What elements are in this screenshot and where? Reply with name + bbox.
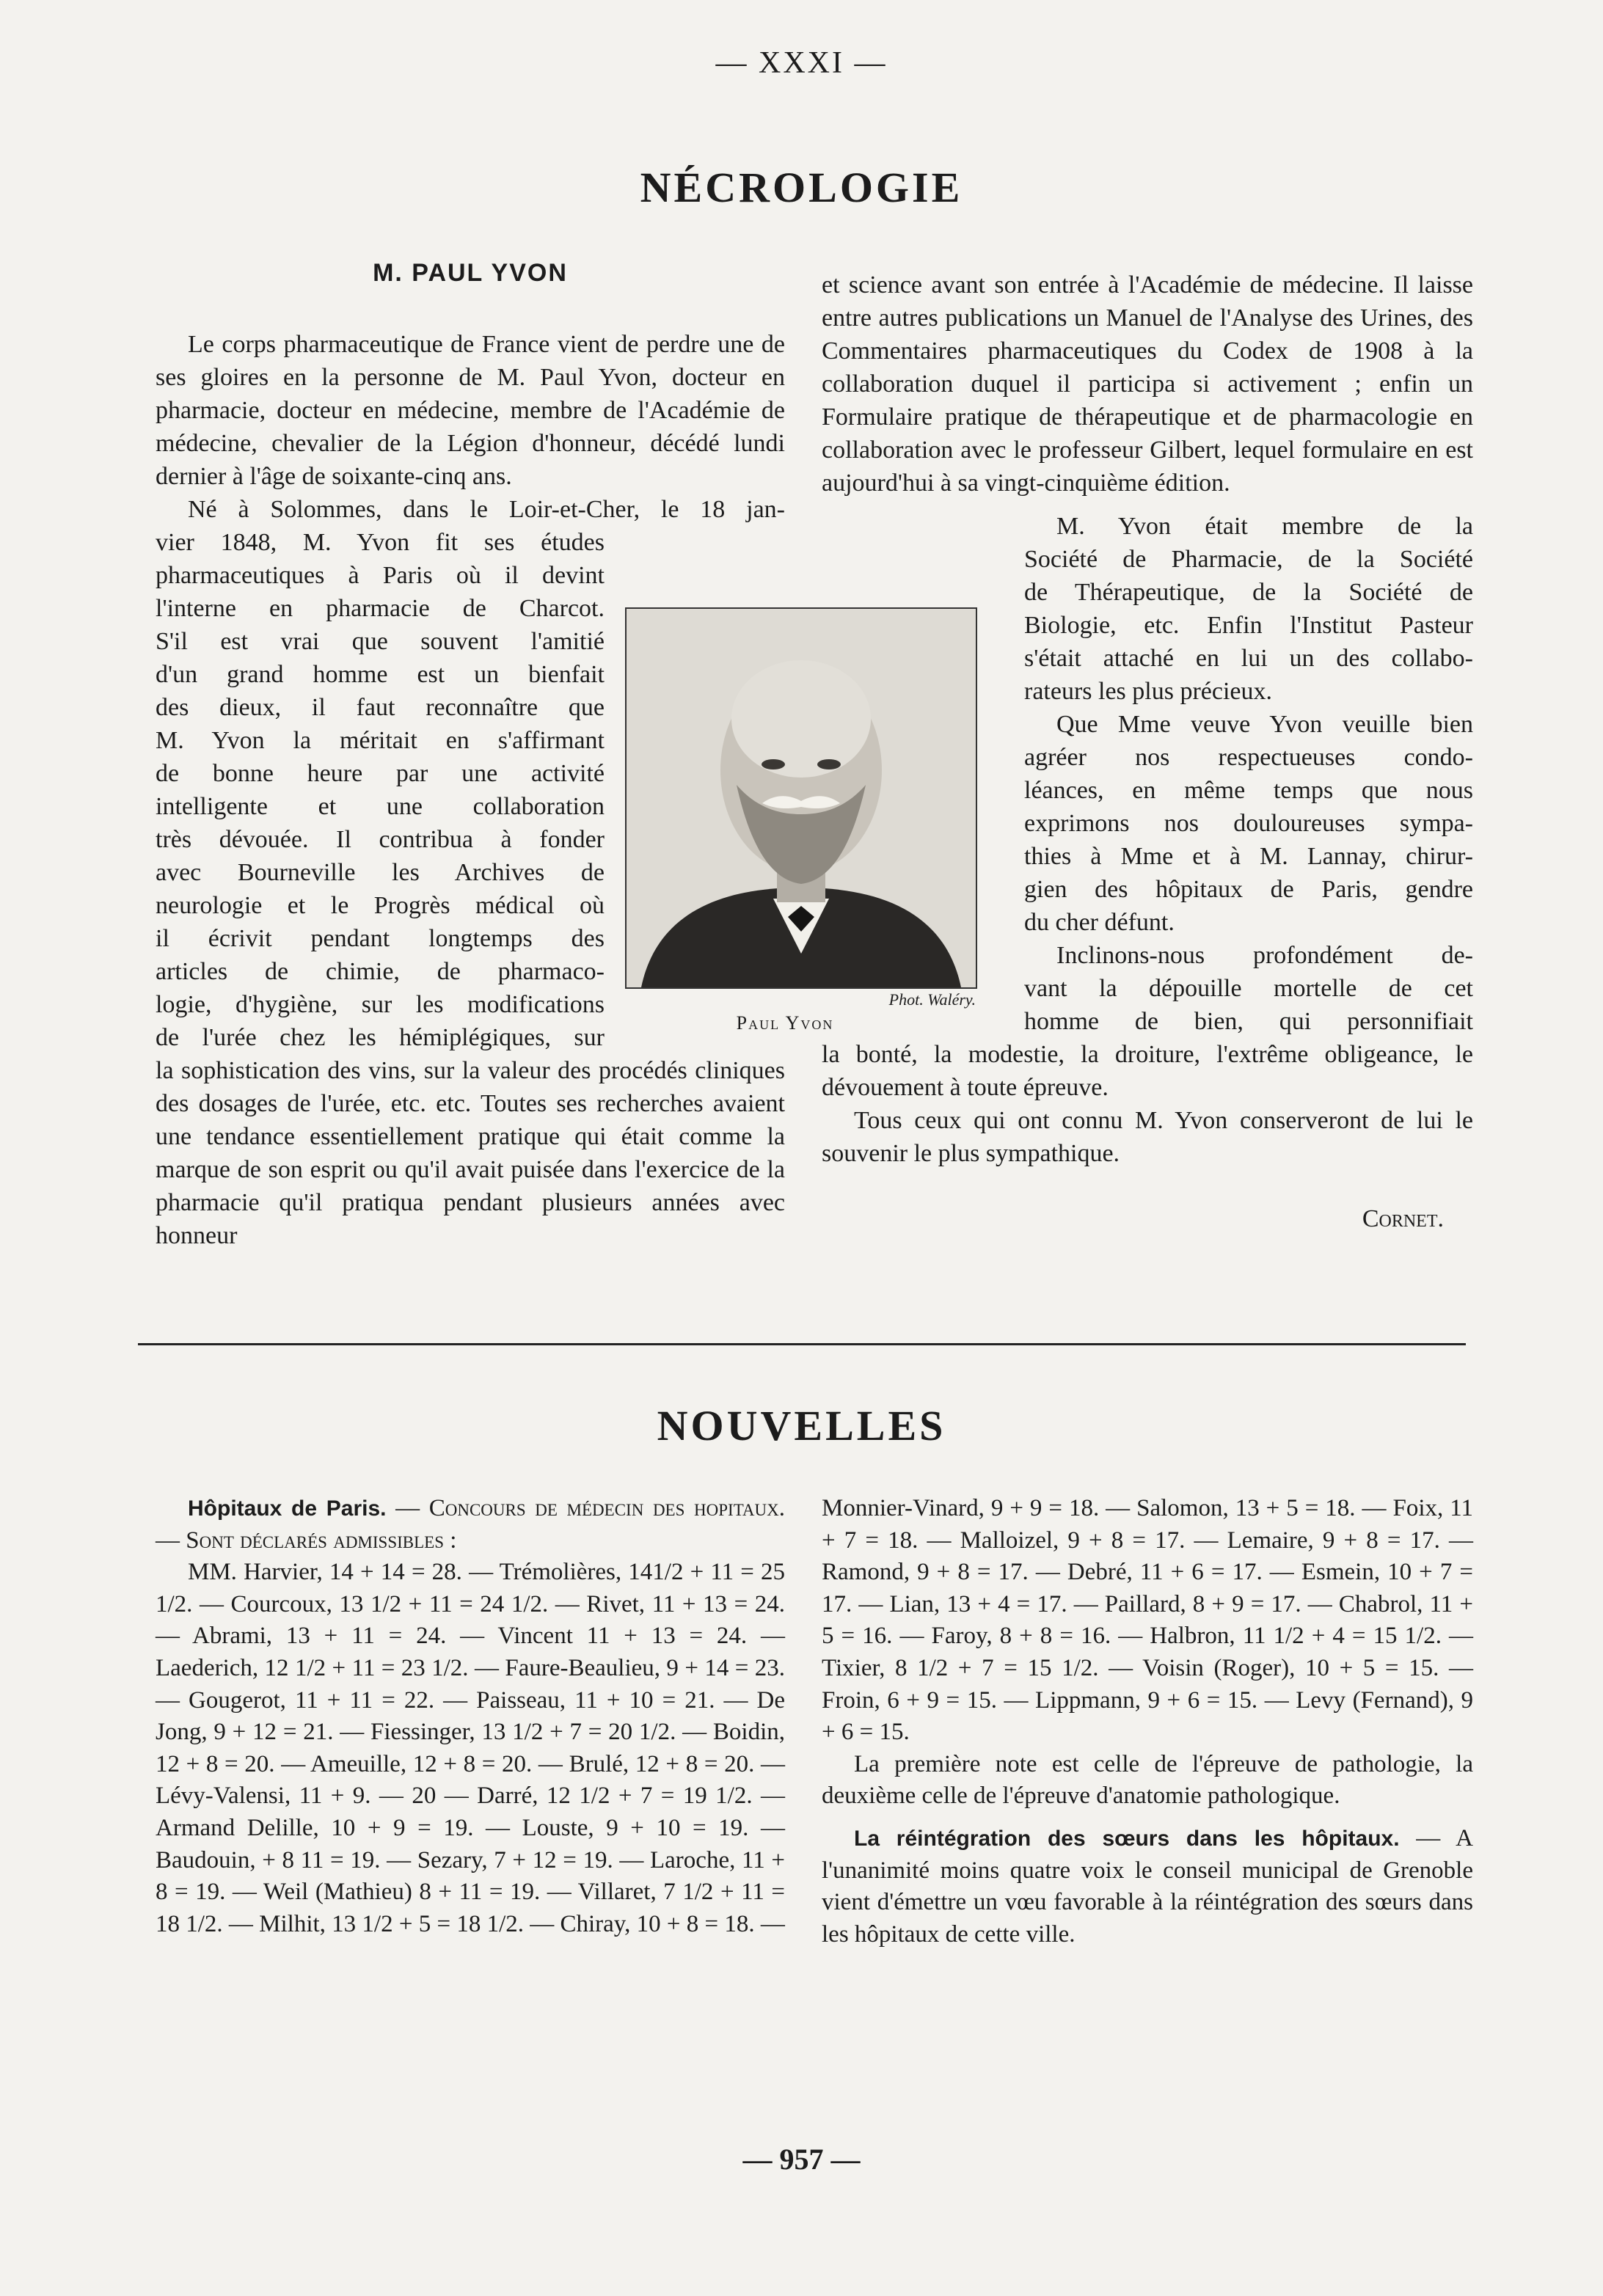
text-line: pharmaceutiques à Paris où il devint xyxy=(156,562,605,589)
nouvelles-column-left xyxy=(156,1493,785,1940)
obituary-paragraph-6 xyxy=(1024,939,1473,1038)
obituary-paragraph-7: Tous ceux qui ont connu M. Yvon conserveront de lui le souvenir le plus sympathique. xyxy=(822,1107,1473,1167)
text-line: du cher défunt. xyxy=(1024,909,1175,936)
text-line: des dieux, il faut reconnaître que xyxy=(156,694,605,721)
text-line: très dévouée. Il contribua à fonder xyxy=(156,826,605,853)
text-line: avec Bourneville les Archives de xyxy=(156,859,605,886)
text-line: Que Mme veuve Yvon veuille bien xyxy=(1056,711,1473,738)
text-line: d'un grand homme est un bienfait xyxy=(156,661,605,688)
text-line: Société de Pharmacie, de la Société xyxy=(1024,546,1473,573)
running-title: — XXXI — xyxy=(715,46,888,80)
text-line: S'il est vrai que souvent l'amitié xyxy=(156,628,605,655)
obituary-paragraph-5 xyxy=(1024,708,1473,939)
photo-caption: Paul Yvon xyxy=(736,1012,834,1034)
obituary-paragraph-4 xyxy=(1024,510,1473,708)
text-line: agréer nos respectueuses condo- xyxy=(1024,744,1473,771)
obituary-signature: Cornet. xyxy=(1362,1205,1444,1232)
news-admissibles-list: MM. Harvier, 14 + 14 = 28. — Trémolières, 141/2 + 11 = 25 1/2. — Courcoux, 13 1/2 + 11 = 24 1/2. — Rivet, 11 + 13 = 24. — Abrami, 13 + 11 = 24. — Vincent 11 + 13 = 24. — Laederich, 12 1/2 + 11 = 23 1/2. — Faure-Beaulieu, 9 + 14 = 23. — Gougerot, 11 + 11 = 22. — Paisseau, 11 + 10 = 21. — De Jong, 9 + 12 = 21. — Fiessinger, 13 1/2 + 7 = 20 1/2. — Boidin, 12 + 8 = 20. — Ameuille, 12 + 8 = 20. — Brulé, 12 + 8 = 20. — Lévy-Valensi, 11 + 9. — 20 — Darré, 12 1/2 + 7 = 19 1/2. — Armand Delille, 10 + 9 = 19. — Louste, 9 + 10 = 19. — Baudouin, + 8 11 = 19. — Sezary, 7 + 12 = 19. — Laroche, 11 + 8 = 19. — Weil (Mathieu) 8 + 11 = 19. — Villaret, 7 1/2 + 11 = 18 1/2. — Milhit, 13 1/2 + 5 = 18 1/2. — Chiray, 10 + 8 = 18. — xyxy=(156,1559,785,1937)
text-line: vant la dépouille mortelle de cet xyxy=(1024,975,1473,1002)
text-line: de l'urée chez les hémiplégiques, sur xyxy=(156,1024,605,1051)
text-line: homme de bien, qui personnifiait xyxy=(1024,1008,1473,1035)
text-line: léances, en même temps que nous xyxy=(1024,777,1473,804)
text-line: M. Yvon la méritait en s'affirmant xyxy=(156,727,605,754)
obituary-paragraph-2-continued: la sophistication des vins, sur la valeur des procédés cliniques des dosages de l'urée, etc. etc. Toutes ses recherches avaient une tendance essentiellement pratique qui était comme la marque de son esprit ou qu'il avait puisée dans l'exercice de la pharmacie qu'il pratiqua pendant plusieurs années avec honneur xyxy=(156,1057,785,1249)
text-line: de Thérapeutique, de la Société de xyxy=(1024,579,1473,606)
news-admissibles-list-continued: Monnier-Vinard, 9 + 9 = 18. — Salomon, 13 + 5 = 18. — Foix, 11 + 7 = 18. — Malloizel, 9 + 8 = 17. — Lemaire, 9 + 8 = 17. — Ramond, 9 + 8 = 17. — Debré, 11 + 6 = 17. — Esmein, 10 + 7 = 17. — Lian, 13 + 4 = 17. — Paillard, 8 + 9 = 17. — Chabrol, 11 + 5 = 16. — Faroy, 8 + 8 = 16. — Halbron, 11 1/2 + 4 = 15 1/2. — Tixier, 8 1/2 + 7 = 15 1/2. — Voisin (Roger), 10 + 5 = 15. — Froin, 6 + 9 = 15. — Lippmann, 9 + 6 = 15. — Levy (Fernand), 9 + 6 = 15. xyxy=(822,1495,1473,1746)
text-line: logie, d'hygiène, sur les modifications xyxy=(156,991,605,1018)
nouvelles-title: NOUVELLES xyxy=(657,1402,946,1449)
news-note: La première note est celle de l'épreuve de pathologie, la deuxième celle de l'épreuve d'anatomie pathologique. xyxy=(822,1750,1473,1810)
text-line: vier 1848, M. Yvon fit ses études xyxy=(156,529,605,556)
obituary-paragraph-6-continued: la bonté, la modestie, la droiture, l'extrême obligeance, le dévouement à toute épreuve. xyxy=(822,1041,1473,1101)
text-line: rateurs les plus précieux. xyxy=(1024,678,1272,705)
section-divider xyxy=(138,1343,1466,1345)
text-line: intelligente et une collaboration xyxy=(156,793,605,820)
text-line: Biologie, etc. Enfin l'Institut Pasteur xyxy=(1024,612,1473,639)
text-line: il écrivit pendant longtemps des xyxy=(156,925,605,952)
nouvelles-column-right xyxy=(822,1493,1473,1950)
text-line: de bonne heure par une activité xyxy=(156,760,605,787)
news-heading-reintegration: La réintégration des sœurs dans les hôpitaux. xyxy=(854,1826,1400,1851)
text-line: articles de chimie, de pharmaco- xyxy=(156,958,605,985)
necrologie-column-right xyxy=(822,268,1473,1235)
text-line: l'interne en pharmacie de Charcot. xyxy=(156,595,605,622)
text-line: thies à Mme et à M. Lannay, chirur- xyxy=(1024,843,1473,870)
obituary-subhead: M. PAUL YVON xyxy=(373,259,568,287)
text-line: neurologie et le Progrès médical où xyxy=(156,892,605,919)
photo-credit: Phot. Waléry. xyxy=(888,990,976,1009)
news-heading-hopitaux: Hôpitaux de Paris. xyxy=(188,1496,387,1521)
page-folio: — 957 — xyxy=(742,2143,861,2176)
obituary-paragraph-3: et science avant son entrée à l'Académie de médecine. Il laisse entre autres publications un Manuel de l'Analyse des Urines, des Commentaires pharmaceutiques du Codex de 1908 à la collaboration duquel il participa si activement ; enfin un Formulaire pratique de thérapeutique et de pharmacologie en collaboration avec le professeur Gilbert, lequel formulaire en est aujourd'hui à sa vingt-cinquième édition. xyxy=(822,271,1473,497)
text-line: s'était attaché en lui un des collabo- xyxy=(1024,645,1473,672)
text-line: exprimons nos douloureuses sympa- xyxy=(1024,810,1473,837)
news-reintegration-text: — A l'unanimité moins quatre voix le conseil municipal de Grenoble vient d'émettre un vœu favorable à la réintégration des sœurs dans les hôpitaux de cette ville. xyxy=(822,1824,1473,1948)
news-lead: — Concours de médecin des hopitaux. — Sont déclarés admissibles : xyxy=(156,1495,785,1554)
text-line: Né à Solommes, dans le Loir-et-Cher, le 18 jan- xyxy=(188,496,785,523)
text-line: M. Yvon était membre de la xyxy=(1056,513,1473,540)
necrologie-title: NÉCROLOGIE xyxy=(640,164,963,211)
obituary-paragraph-1: Le corps pharmaceutique de France vient de perdre une de ses gloires en la personne de M. Paul Yvon, docteur en pharmacie, docteur en médecine, membre de l'Académie de médecine, chevalier de la Légion d'honneur, décédé lundi dernier à l'âge de soixante-cinq ans. xyxy=(156,331,785,490)
text-line: Inclinons-nous profondément de- xyxy=(1056,942,1473,969)
text-line: gien des hôpitaux de Paris, gendre xyxy=(1024,876,1473,903)
